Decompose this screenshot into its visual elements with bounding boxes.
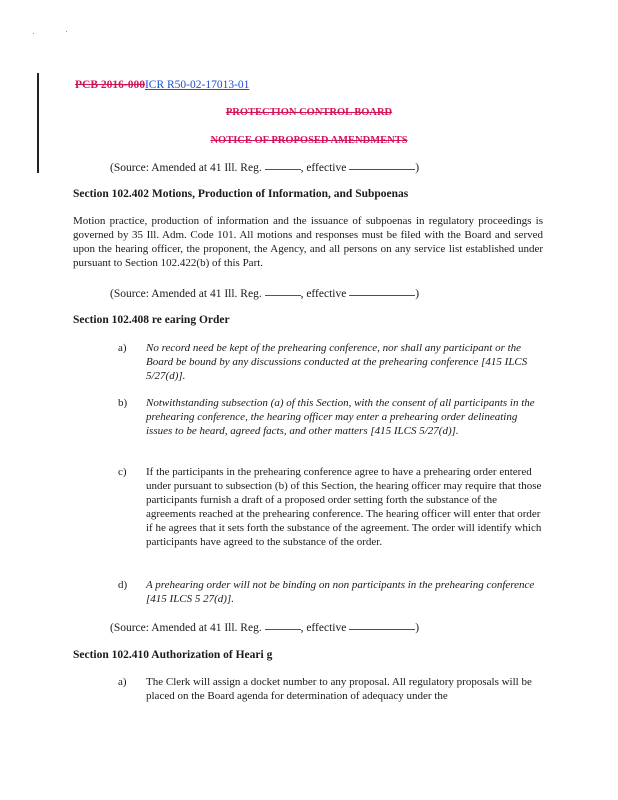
- item-text: Notwithstanding subsection (a) of this Section, with the consent of all participants in the prehearing conference, the hearing officer may enter a prehearing order delineating issues to be heard, agreed facts, and other matters [415 ILCS 5/27(d)].: [146, 397, 535, 437]
- item-label: d): [118, 579, 128, 591]
- section-heading-102-402: Section 102.402 Motions, Production of Information, and Subpoenas: [73, 188, 409, 200]
- item-text: If the participants in the prehearing conference agree to have a prehearing order entered under pursuant to subsection (b) of this Section, the hearing officer may require that those participants furnish a draft of a proposed order setting forth the substance of the agreements reached at the prehearing conference. The hearing officer will enter that order if he agrees that it sets forth the substance of the agreement. The order will identify which participants have agreed to the substance of the order.: [146, 466, 542, 548]
- notice-title: NOTICE OF PROPOSED AMENDMENTS: [210, 135, 408, 146]
- docket-line: [75, 78, 249, 92]
- scan-speck: [33, 33, 34, 34]
- scan-speck: [66, 31, 67, 32]
- blank-red: [265, 295, 301, 296]
- item-label: a): [118, 676, 127, 688]
- item-label: c): [118, 466, 127, 478]
- docket-struck: PCB 2016-000: [75, 79, 145, 91]
- source-line: (Source: Amended at 41 Ill. Reg. , effective ): [110, 162, 420, 174]
- item-text: A prehearing order will not be binding on non participants in the prehearing conference [415 ILCS 5 27(d)].: [146, 579, 535, 605]
- item-text: No record need be kept of the prehearing conference, nor shall any participant or the Board be bound by any discussions conducted at the prehearing conference [415 ILCS 5/27(d)].: [146, 342, 528, 382]
- section-body-102-402: Motion practice, production of information and the issuance of subpoenas in regulatory proceedings is governed by 35 Ill. Adm. Code 101. All motions and responses must be filed with the Board and served upon the hearing officer, the proponent, the Agency, and all persons on any service list established under pursuant to Section 102.422(b) of this Part.: [73, 215, 543, 269]
- board-title: PROTECTION CONTROL BOARD: [225, 107, 393, 118]
- item-label: b): [118, 397, 128, 409]
- blank-blue: [349, 169, 415, 170]
- item-label: a): [118, 342, 127, 354]
- source-line: (Source: Amended at 41 Ill. Reg. , effective ): [110, 622, 420, 634]
- section-heading-102-410: Section 102.410 Authorization of Heari g: [73, 649, 273, 661]
- source-line: (Source: Amended at 41 Ill. Reg. , effective ): [110, 288, 420, 300]
- blank-red: [265, 629, 301, 630]
- blank-red: [265, 169, 301, 170]
- change-bar: [37, 73, 39, 173]
- blank-blue: [349, 295, 415, 296]
- docket-inserted: ICR R50-02-17013-01: [144, 79, 250, 91]
- section-heading-102-408: Section 102.408 re earing Order: [73, 314, 230, 326]
- item-text: The Clerk will assign a docket number to any proposal. All regulatory proposals will be placed on the Board agenda for determination of adequacy under the: [146, 676, 532, 702]
- blank-blue: [349, 629, 415, 630]
